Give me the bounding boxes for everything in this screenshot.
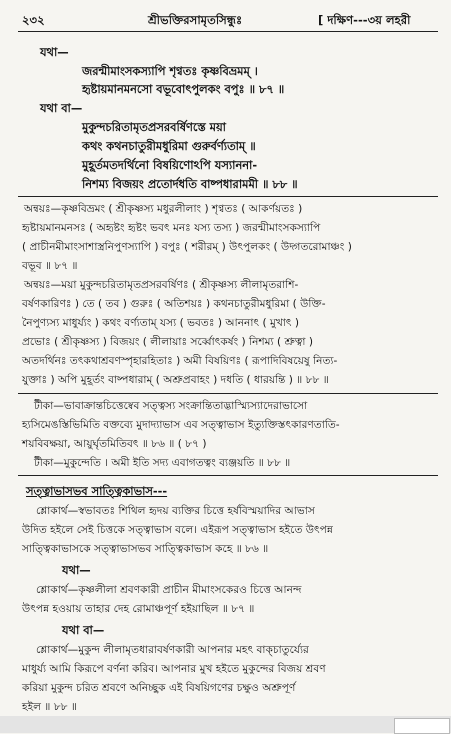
anvaya-line: বর্ষণকারিণঃ ) তে ( তব ) গুরুঃ ( অতিশয়ঃ ) কথনচাতুরীমধুরিমা ( উক্তি- xyxy=(22,298,326,310)
shlokartha-line: সাত্ত্বিকাভাসকে সত্ত্বাভাসভব সাত্ত্বিকাভাস কহে ॥ ৮৬ ॥ xyxy=(22,543,269,555)
shlokartha-line: শ্লোকার্থ—স্বভাবতঃ শিথিল হৃদয় ব্যক্তির চিত্তে হর্ষবিস্ময়াদির আভাস xyxy=(36,505,315,517)
shlokartha-line: শ্লোকার্থ—মুকুন্দ লীলামৃতধারাবর্ষণকারী আপনার মহৎ বাক্‌চাতুর্য্যের xyxy=(36,644,309,656)
shlokartha-line: উদিত হইলে সেই চিত্তকে সত্ত্বাভাস বলে। এইরূপ সত্ত্বাভাস হইতে উৎপন্ন xyxy=(22,524,333,536)
section-heading: সত্ত্বাভাসভব সাত্ত্বিকাভাস--- xyxy=(26,484,168,498)
page-title: শ্রীভক্তিরসামৃতসিন্ধুঃ xyxy=(148,13,243,27)
bottom-box xyxy=(394,718,450,734)
shlokartha-line: শ্লোকার্থ—কৃষ্ণলীলা শ্রবণকারী প্রাচীন মীমাংসকেরও চিত্তে আনন্দ xyxy=(36,584,302,596)
section-rule xyxy=(18,196,438,197)
verse-line: মুকুন্দচরিতামৃতপ্রসরবর্ষিণস্তে ময়া xyxy=(82,120,226,134)
anvaya-line: যুক্তাঃ ) অপি মুহূর্তং বাষ্পধারাম্ ( অশ্রুপ্রবাহং ) দধতি ( ধারয়ন্তি ) ॥ ৮৮ ॥ xyxy=(22,374,329,386)
anvaya-line: অন্বয়ঃ—ময়া মুকুন্দচরিতামৃতপ্রসরবর্ষিণঃ ( শ্রীকৃষ্ণস্য লীলামৃতরাশি- xyxy=(24,279,299,291)
anvaya-line: অন্বয়ঃ—কৃষ্ণবিভ্রমং ( শ্রীকৃষ্ণস্য মধুরলীলাং ) শৃণ্বতঃ ( আকর্ণয়তঃ ) xyxy=(24,203,303,215)
verse-intro: যথা বা— xyxy=(40,101,83,115)
shlokartha-line: হইল ॥ ৮৮ ॥ xyxy=(22,701,77,713)
verse-line: নিশম্য বিজয়ং প্রতোর্দধতি বাষ্পধারামমী ॥ ৮৮ ॥ xyxy=(82,177,298,191)
section-rule xyxy=(18,475,438,476)
shlokartha-line: মাধুর্য্য আমি কিরূপে বর্ণনা করিব। আপনার মুখ হইতে মুকুন্দের বিজয় শ্রবণ xyxy=(22,663,326,675)
shlokartha-line: উৎপন্ন হওয়ায় তাহার দেহ রোমাঞ্চপূর্ণ হইয়াছিল ॥ ৮৭ ॥ xyxy=(22,603,255,615)
tika-line: শয়বিবক্ষয়া, আয়ুর্ঘৃতমিতিবৎ ॥ ৮৬ ॥ ( ৮৭ ) xyxy=(22,438,207,450)
page-number: ২৩২ xyxy=(22,13,45,27)
anvaya-line: প্রভোঃ ( শ্রীকৃষ্ণস্য ) বিজয়ং ( লীলায়াঃ সর্ব্বোৎকর্ষং ) নিশম্য ( শ্রুত্বা ) xyxy=(22,336,313,348)
verse-line: কথং কথনচাতুরীমধুরিমা গুরুর্বর্ণ্যতাম্ ॥ xyxy=(82,139,256,153)
verse-intro: যথা— xyxy=(40,45,69,59)
anvaya-line: ( প্রাচীনমীমাংসাশাস্ত্রনিপুণস্যাপি ) বপুঃ ( শরীরম্ ) উৎপুলকং ( উদ্গতরোমাঞ্চং ) xyxy=(22,241,352,253)
anvaya-line: নৈপুণ্যস্য মাধুর্য্যং ) কথং বর্ণ্যতাম্ যস্য ( ভবতঃ ) আননাৎ ( মুখাৎ ) xyxy=(22,317,300,329)
bottom-strip xyxy=(0,716,451,733)
anvaya-line: অতদর্থিনঃ তৎকথাশ্রবণস্পৃহারহিতাঃ ) অমী বিষয়িণঃ ( রূপাদিবিষয়েষু নিত্য- xyxy=(22,355,338,367)
section-rule xyxy=(18,393,438,394)
shlokartha-line: করিয়া মুকুন্দ চরিত শ্রবণে অনিচ্ছুক এই বিষয়িগণের চক্ষুও অশ্রুপূর্ণ xyxy=(22,682,296,694)
tika-line: টীকা—ভাবাক্রান্তচিত্তেষ্বেব সত্ত্বস্য সংক্রান্তিতাদ্ভাস্ম্যিস্যাদেরাভাসো xyxy=(34,400,308,412)
example-intro: যথা বা— xyxy=(62,623,105,637)
header-rule xyxy=(18,31,438,32)
tika-line: টীকা—মুকুন্দেতি । অমী ইতি সদ্য এবাগতত্বং ব্যঞ্জয়তি ॥ ৮৮ ॥ xyxy=(34,457,291,469)
section-label: [ দক্ষিণ---৩য় লহরী xyxy=(318,13,411,27)
verse-line: জরন্মীমাংসকস্যাপি শৃণ্বতঃ কৃষ্ণবিভ্রমম্ । xyxy=(82,64,258,78)
anvaya-line: হৃষ্টায়মানমনসঃ ( অহৃষ্টং হৃষ্টং ভবৎ মনঃ যস্য তস্য ) জরন্মীমাংসকস্যাপি xyxy=(22,222,321,234)
verse-line: মুহূর্তমতদর্থিনো বিষয়িণোঽপি যস্যাননা- xyxy=(82,158,258,172)
tika-line: হ্যসিমেঙস্তিভিমিতি বক্তব্যে মুদাদ্যাভাস এব সত্ত্বাভাস ইত্যুক্তিস্তৎকারণতাতি- xyxy=(22,419,340,431)
verse-line: হৃষ্টায়মানমনসো বভূবোৎপুলকং বপুঃ ॥ ৮৭ ॥ xyxy=(82,82,285,96)
anvaya-line: বভূব ॥ ৮৭ ॥ xyxy=(22,260,78,272)
example-intro: যথা— xyxy=(62,563,91,577)
